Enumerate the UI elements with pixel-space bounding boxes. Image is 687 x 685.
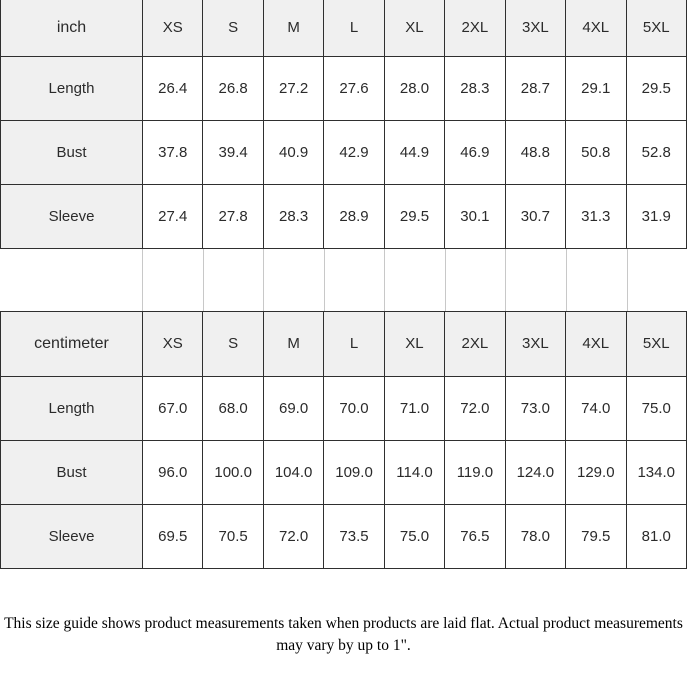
measurement-cell: 30.1 <box>445 184 505 248</box>
size-header-cell: 3XL <box>505 0 565 56</box>
measurement-cell: 44.9 <box>384 120 444 184</box>
measurement-cell: 78.0 <box>505 504 565 568</box>
measurement-cell: 67.0 <box>143 376 203 440</box>
measurement-cell: 28.0 <box>384 56 444 120</box>
size-header-cell: XS <box>143 311 203 376</box>
unit-label-cell: inch <box>1 0 143 56</box>
measurement-cell: 79.5 <box>566 504 626 568</box>
measurement-cell: 30.7 <box>505 184 565 248</box>
measurement-cell: 40.9 <box>263 120 323 184</box>
measurement-cell: 73.0 <box>505 376 565 440</box>
size-header-cell: 5XL <box>626 0 687 56</box>
gap-cell <box>627 249 687 311</box>
size-header-cell: 4XL <box>566 311 626 376</box>
size-header-cell: 2XL <box>445 0 505 56</box>
size-header-row <box>1 311 687 376</box>
measurement-cell: 39.4 <box>203 120 263 184</box>
size-header-cell: L <box>324 311 384 376</box>
gap-cell <box>566 249 627 311</box>
measurement-row <box>1 440 687 504</box>
measurement-cell: 28.3 <box>263 184 323 248</box>
gap-cell <box>324 249 385 311</box>
measurement-cell: 70.5 <box>203 504 263 568</box>
measurement-cell: 129.0 <box>566 440 626 504</box>
size-guide-footnote: This size guide shows product measurements taken when products are laid flat. Actual product measurements may vary by up to 1". <box>4 614 683 654</box>
measurement-cell: 31.3 <box>566 184 626 248</box>
size-header-cell: S <box>203 0 263 56</box>
gap-cell <box>0 249 142 311</box>
size-header-cell: XS <box>143 0 203 56</box>
measurement-cell: 26.4 <box>143 56 203 120</box>
measurement-cell: 42.9 <box>324 120 384 184</box>
gap-cell <box>505 249 566 311</box>
row-label-cell: Length <box>1 376 143 440</box>
measurement-cell: 96.0 <box>143 440 203 504</box>
unit-label-cell: centimeter <box>1 311 143 376</box>
measurement-row <box>1 56 687 120</box>
centimeter-size-table <box>0 311 687 569</box>
inch-table-body <box>1 56 687 248</box>
measurement-cell: 50.8 <box>566 120 626 184</box>
measurement-cell: 119.0 <box>445 440 505 504</box>
centimeter-table-header <box>1 311 687 376</box>
row-label-cell: Sleeve <box>1 184 143 248</box>
size-header-cell: S <box>203 311 263 376</box>
gap-cell <box>203 249 264 311</box>
measurement-cell: 69.0 <box>263 376 323 440</box>
gap-cell <box>445 249 506 311</box>
size-header-cell: XL <box>384 311 444 376</box>
measurement-cell: 31.9 <box>626 184 687 248</box>
measurement-cell: 69.5 <box>143 504 203 568</box>
row-label-cell: Bust <box>1 120 143 184</box>
measurement-cell: 75.0 <box>626 376 687 440</box>
measurement-cell: 52.8 <box>626 120 687 184</box>
gap-cell <box>384 249 445 311</box>
measurement-cell: 27.8 <box>203 184 263 248</box>
measurement-cell: 27.6 <box>324 56 384 120</box>
measurement-cell: 70.0 <box>324 376 384 440</box>
measurement-cell: 28.3 <box>445 56 505 120</box>
size-header-row <box>1 0 687 56</box>
measurement-cell: 29.5 <box>626 56 687 120</box>
gap-cell <box>142 249 203 311</box>
measurement-cell: 28.7 <box>505 56 565 120</box>
row-label-cell: Bust <box>1 440 143 504</box>
measurement-cell: 29.5 <box>384 184 444 248</box>
gap-cell <box>263 249 324 311</box>
measurement-cell: 48.8 <box>505 120 565 184</box>
measurement-cell: 27.2 <box>263 56 323 120</box>
measurement-cell: 76.5 <box>445 504 505 568</box>
measurement-cell: 114.0 <box>384 440 444 504</box>
measurement-cell: 71.0 <box>384 376 444 440</box>
measurement-cell: 29.1 <box>566 56 626 120</box>
size-header-cell: 4XL <box>566 0 626 56</box>
table-gap-row <box>0 249 687 311</box>
centimeter-table-body <box>1 376 687 568</box>
inch-table-header <box>1 0 687 56</box>
measurement-cell: 75.0 <box>384 504 444 568</box>
size-header-cell: L <box>324 0 384 56</box>
measurement-cell: 37.8 <box>143 120 203 184</box>
size-header-cell: XL <box>384 0 444 56</box>
measurement-cell: 46.9 <box>445 120 505 184</box>
measurement-cell: 74.0 <box>566 376 626 440</box>
measurement-cell: 27.4 <box>143 184 203 248</box>
size-header-cell: 5XL <box>626 311 687 376</box>
size-header-cell: M <box>263 0 323 56</box>
measurement-cell: 28.9 <box>324 184 384 248</box>
inch-size-table <box>0 0 687 249</box>
size-header-cell: M <box>263 311 323 376</box>
measurement-row <box>1 504 687 568</box>
measurement-cell: 73.5 <box>324 504 384 568</box>
measurement-cell: 81.0 <box>626 504 687 568</box>
size-header-cell: 3XL <box>505 311 565 376</box>
measurement-cell: 72.0 <box>263 504 323 568</box>
measurement-cell: 134.0 <box>626 440 687 504</box>
measurement-cell: 109.0 <box>324 440 384 504</box>
measurement-row <box>1 376 687 440</box>
measurement-cell: 100.0 <box>203 440 263 504</box>
measurement-cell: 72.0 <box>445 376 505 440</box>
measurement-row <box>1 120 687 184</box>
measurement-row <box>1 184 687 248</box>
row-label-cell: Sleeve <box>1 504 143 568</box>
size-header-cell: 2XL <box>445 311 505 376</box>
measurement-cell: 124.0 <box>505 440 565 504</box>
measurement-cell: 104.0 <box>263 440 323 504</box>
measurement-cell: 26.8 <box>203 56 263 120</box>
measurement-cell: 68.0 <box>203 376 263 440</box>
row-label-cell: Length <box>1 56 143 120</box>
